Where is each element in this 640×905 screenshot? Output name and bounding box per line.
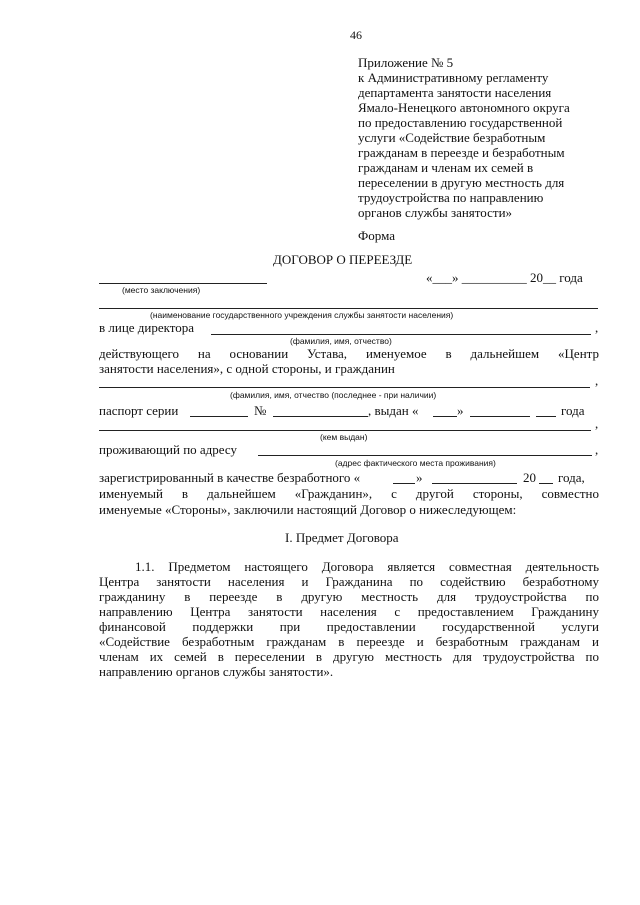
page-number: 46 — [350, 28, 362, 42]
appendix-line: к Административному регламенту — [358, 70, 549, 85]
director-name-field-line[interactable] — [211, 334, 591, 335]
address-field-line[interactable] — [258, 455, 592, 456]
comma: , — [595, 373, 599, 388]
comma: , — [595, 416, 599, 431]
passport-issued-label: , выдан « — [368, 403, 419, 418]
appendix-line: департамента занятости населения — [358, 85, 552, 100]
registered-label: зарегистрированный в качестве безработного « — [99, 470, 361, 485]
appendix-line: по предоставлению государственной — [358, 115, 563, 130]
comma: , — [595, 442, 599, 457]
passport-year-field[interactable] — [536, 416, 556, 417]
registered-year-field[interactable] — [539, 483, 553, 484]
section-title: I. Предмет Договора — [285, 530, 399, 545]
paragraph-line: членам их семей в переселении в другую местность для трудоустройства по — [99, 649, 599, 664]
appendix-line: Приложение № 5 — [358, 55, 454, 70]
paragraph-1-1 — [99, 559, 599, 679]
appendix-block — [358, 55, 570, 220]
place-caption: (место заключения) — [122, 285, 201, 295]
paragraph-line: Центра занятости населения и Гражданина по содействию безработному — [99, 574, 599, 589]
appendix-line: гражданам в переезде и безработным — [358, 145, 565, 160]
director-name-caption: (фамилия, имя, отчество) — [290, 336, 392, 346]
director-prefix: в лице директора — [99, 320, 195, 335]
registered-quote-close: » — [416, 470, 423, 485]
registered-year-prefix: 20 — [523, 470, 536, 485]
citizen-name-caption: (фамилия, имя, отчество (последнее - при наличии) — [230, 390, 437, 400]
named-line: именуемый в дальнейшем «Гражданин», с другой стороны, совместно — [99, 486, 599, 501]
paragraph-line: «Содействие безработным гражданам в переезде и безработным гражданам и — [99, 634, 599, 649]
paragraph-line: направлению органов службы занятости». — [99, 664, 334, 679]
acting-line-1: действующего на основании Устава, именуемое в дальнейшем «Центр — [99, 346, 599, 361]
date-field[interactable]: «___» __________ 20__ года — [426, 270, 583, 285]
passport-number-field[interactable] — [273, 416, 368, 417]
appendix-line: Ямало-Ненецкого автономного округа — [358, 100, 570, 115]
place-field-line[interactable] — [99, 283, 267, 284]
passport-year-label: года — [561, 403, 585, 418]
appendix-line: услуги «Содействие безработным — [358, 130, 546, 145]
passport-month-field[interactable] — [470, 416, 530, 417]
citizen-name-field-line[interactable] — [99, 387, 590, 388]
comma: , — [595, 320, 599, 335]
paragraph-line: направлению Центра занятости населения с предоставлением Гражданину — [99, 604, 599, 619]
issued-by-field-line[interactable] — [99, 430, 591, 431]
appendix-line: трудоустройства по направлению — [358, 190, 544, 205]
paragraph-line: финансовой поддержки при предоставлении государственной услуги — [99, 619, 599, 634]
acting-line-2: занятости населения», с одной стороны, и гражданин — [99, 361, 395, 376]
passport-series-field[interactable] — [190, 416, 248, 417]
paragraph-line: 1.1. Предметом настоящего Договора является совместная деятельность — [135, 559, 599, 574]
passport-day-field[interactable] — [433, 416, 457, 417]
passport-series-label: паспорт серии — [99, 403, 179, 418]
institution-caption: (наименование государственного учреждения службы занятости населения) — [150, 310, 454, 320]
parties-line: именуемые «Стороны», заключили настоящий Договор о нижеследующем: — [99, 502, 517, 517]
paragraph-line: гражданину в переезде в другую местность для трудоустройства по — [99, 589, 599, 604]
appendix-line: переселении в другую местность для — [358, 175, 565, 190]
institution-field-line[interactable] — [99, 308, 598, 309]
form-label: Форма — [358, 228, 395, 243]
appendix-line: органов службы занятости» — [358, 205, 513, 220]
document-title: ДОГОВОР О ПЕРЕЕЗДЕ — [273, 252, 413, 267]
residing-label: проживающий по адресу — [99, 442, 237, 457]
registered-year-suffix: года, — [558, 470, 585, 485]
address-caption: (адрес фактического места проживания) — [335, 458, 496, 468]
registered-month-field[interactable] — [432, 483, 517, 484]
passport-number-label: № — [254, 403, 267, 418]
registered-day-field[interactable] — [393, 483, 415, 484]
passport-quote-close: » — [457, 403, 464, 418]
issued-by-caption: (кем выдан) — [320, 432, 368, 442]
appendix-line: гражданам и членам их семей в — [358, 160, 534, 175]
